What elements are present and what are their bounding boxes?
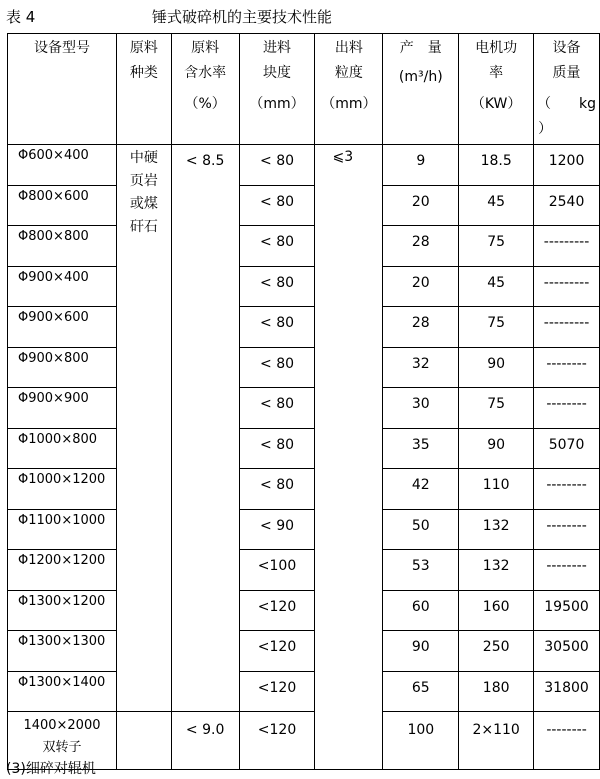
model-cell: Φ1000×1200 [8, 469, 117, 510]
weight-cell: -------- [534, 388, 600, 429]
header-material: 原料 种类 [116, 34, 171, 145]
model-line: 双转子 [42, 740, 82, 755]
motor-power-cell: 45 [459, 266, 534, 307]
feed-size-cell: <120 [239, 712, 315, 770]
weight-cell: 31800 [534, 671, 600, 712]
feed-size-cell: <100 [239, 550, 315, 591]
table-row [8, 671, 600, 712]
weight-cell: 19500 [534, 590, 600, 631]
material-cell [116, 145, 171, 712]
weight-cell: 5070 [534, 428, 600, 469]
motor-power-cell: 132 [459, 550, 534, 591]
model-cell: Φ800×800 [8, 226, 117, 267]
header-motor-power: 电机功 率 （KW） [459, 34, 534, 145]
footnote: (3)细碎对辊机 [6, 761, 96, 777]
feed-size-cell: < 80 [239, 388, 315, 429]
weight-cell: -------- [534, 469, 600, 510]
weight-cell: 30500 [534, 631, 600, 672]
feed-size-cell: < 80 [239, 145, 315, 186]
material-line: 页岩 [129, 173, 158, 189]
feed-size-cell: <120 [239, 671, 315, 712]
model-line: 1400×2000 [23, 718, 101, 733]
table-row [8, 469, 600, 510]
material-cell-empty [116, 712, 171, 770]
table-row [8, 347, 600, 388]
motor-power-cell: 90 [459, 428, 534, 469]
feed-size-cell: <120 [239, 631, 315, 672]
feed-size-cell: < 90 [239, 509, 315, 550]
header-discharge-size: 出料 粒度 （mm） [315, 34, 383, 145]
model-cell: Φ900×400 [8, 266, 117, 307]
capacity-cell: 30 [383, 388, 459, 429]
table-row [8, 307, 600, 348]
capacity-cell: 9 [383, 145, 459, 186]
weight-cell: -------- [534, 712, 600, 770]
model-cell: Φ1100×1000 [8, 509, 117, 550]
capacity-cell: 60 [383, 590, 459, 631]
motor-power-cell: 90 [459, 347, 534, 388]
header-weight: 设备 质量 （ kg ） [534, 34, 600, 145]
table-row [8, 509, 600, 550]
motor-power-cell: 2×110 [459, 712, 534, 770]
model-cell: Φ1300×1200 [8, 590, 117, 631]
motor-power-cell: 75 [459, 307, 534, 348]
capacity-cell: 32 [383, 347, 459, 388]
capacity-cell: 20 [383, 185, 459, 226]
material-line: 或煤 [129, 196, 158, 212]
motor-power-cell: 45 [459, 185, 534, 226]
feed-size-cell: < 80 [239, 226, 315, 267]
capacity-cell: 28 [383, 226, 459, 267]
model-cell: Φ1200×1200 [8, 550, 117, 591]
motor-power-cell: 110 [459, 469, 534, 510]
weight-cell: --------- [534, 307, 600, 348]
moisture-cell: < 8.5 [171, 145, 239, 712]
model-cell: Φ800×600 [8, 185, 117, 226]
table-row [8, 266, 600, 307]
feed-size-cell: < 80 [239, 347, 315, 388]
motor-power-cell: 132 [459, 509, 534, 550]
weight-cell: -------- [534, 509, 600, 550]
capacity-cell: 53 [383, 550, 459, 591]
header-feed-size: 进料 块度 （mm） [239, 34, 315, 145]
table-row [8, 631, 600, 672]
weight-cell: --------- [534, 226, 600, 267]
table-row [8, 388, 600, 429]
capacity-cell: 28 [383, 307, 459, 348]
capacity-cell: 42 [383, 469, 459, 510]
capacity-cell: 100 [383, 712, 459, 770]
header-row [8, 34, 600, 145]
material-line: 矸石 [129, 219, 158, 235]
weight-cell: --------- [534, 266, 600, 307]
capacity-cell: 50 [383, 509, 459, 550]
material-line: 中硬 [129, 150, 158, 166]
capacity-cell: 90 [383, 631, 459, 672]
feed-size-cell: < 80 [239, 469, 315, 510]
table-row [8, 712, 600, 770]
feed-size-cell: < 80 [239, 266, 315, 307]
table-row [8, 590, 600, 631]
weight-cell: 1200 [534, 145, 600, 186]
weight-cell: -------- [534, 347, 600, 388]
weight-cell: 2540 [534, 185, 600, 226]
table-row [8, 226, 600, 267]
model-cell: Φ1000×800 [8, 428, 117, 469]
table-title: 锤式破碎机的主要技术性能 [152, 8, 333, 26]
motor-power-cell: 75 [459, 388, 534, 429]
feed-size-cell: < 80 [239, 307, 315, 348]
model-cell: Φ900×800 [8, 347, 117, 388]
table-row [8, 550, 600, 591]
table-caption: 表 4 [6, 8, 36, 26]
motor-power-cell: 250 [459, 631, 534, 672]
header-capacity: 产 量 (m³/h) [383, 34, 459, 145]
model-cell: Φ600×400 [8, 145, 117, 186]
motor-power-cell: 18.5 [459, 145, 534, 186]
capacity-cell: 35 [383, 428, 459, 469]
motor-power-cell: 180 [459, 671, 534, 712]
moisture-cell: < 9.0 [171, 712, 239, 770]
model-cell: Φ1300×1400 [8, 671, 117, 712]
capacity-cell: 20 [383, 266, 459, 307]
capacity-cell: 65 [383, 671, 459, 712]
header-model: 设备型号 [8, 34, 117, 145]
model-cell: Φ900×600 [8, 307, 117, 348]
table-row [8, 428, 600, 469]
header-moisture: 原料 含水率 （%） [171, 34, 239, 145]
feed-size-cell: < 80 [239, 185, 315, 226]
model-cell: Φ1300×1300 [8, 631, 117, 672]
model-cell: Φ900×900 [8, 388, 117, 429]
motor-power-cell: 75 [459, 226, 534, 267]
feed-size-cell: <120 [239, 590, 315, 631]
weight-cell: -------- [534, 550, 600, 591]
crusher-spec-table [7, 33, 600, 770]
discharge-size-cell: ⩽3 [315, 145, 383, 770]
table-row [8, 145, 600, 186]
table-row [8, 185, 600, 226]
motor-power-cell: 160 [459, 590, 534, 631]
feed-size-cell: < 80 [239, 428, 315, 469]
